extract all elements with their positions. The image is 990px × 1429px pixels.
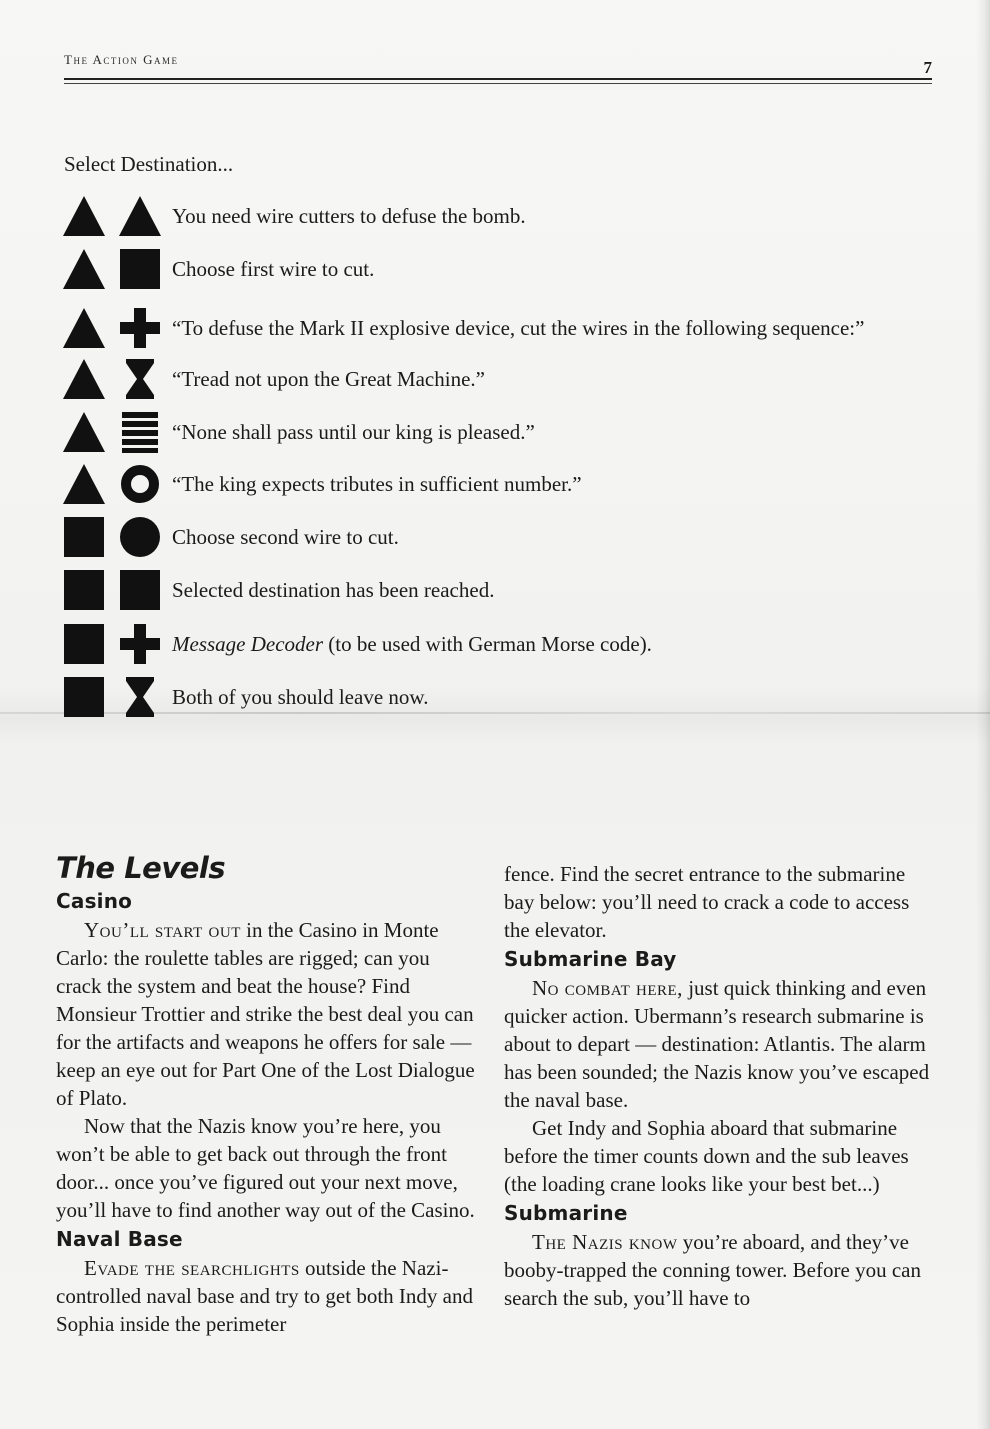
triangle-icon: [62, 410, 106, 454]
page-number: 7: [923, 58, 932, 77]
square-icon: [62, 675, 106, 719]
symbol-meaning: Choose second wire to cut.: [172, 524, 399, 549]
symbol-meaning: “None shall pass until our king is pleased.”: [172, 419, 535, 444]
submarine-paragraph-1: [504, 1228, 934, 1312]
symbol-meaning: “To defuse the Mark II explosive device, cut the wires in the following sequence:”: [172, 315, 865, 340]
symbol-row: [62, 190, 942, 242]
symbol-meaning: “The king expects tributes in sufficient number.”: [172, 471, 582, 496]
hourglass-icon: [118, 357, 162, 401]
hourglass-icon: [118, 675, 162, 719]
header-rule: [64, 78, 932, 80]
casino-lead: You’ll start out: [84, 918, 241, 942]
submarine-bay-heading: Submarine Bay: [504, 947, 677, 971]
symbol-row: [62, 618, 942, 670]
circle-icon: [118, 515, 162, 559]
submarine-heading: Submarine: [504, 1201, 628, 1225]
submarine-text-1: you’re aboard, and they’ve booby-trapped the conning tower. Before you can search the sub, you’ll have to: [504, 1230, 921, 1310]
cross-icon: [118, 306, 162, 350]
submarine-bay-paragraph-1: [504, 974, 934, 1114]
casino-paragraph-2: Now that the Nazis know you’re here, you won’t be able to get back out through the front door... once you’ve figured out your next move, you’ll have to find another way out of the Casino.: [56, 1114, 475, 1222]
symbol-meaning-italic: Message Decoder: [172, 631, 324, 656]
symbol-row: [62, 406, 942, 458]
symbol-meaning: “Tread not upon the Great Machine.”: [172, 366, 485, 391]
casino-heading: Casino: [56, 889, 133, 913]
naval-base-lead: Evade the searchlights: [84, 1256, 300, 1280]
symbol-row: [62, 671, 942, 723]
symbol-meaning: Both of you should leave now.: [172, 684, 429, 709]
cross-icon: [118, 622, 162, 666]
page-edge-shadow: [976, 0, 990, 1429]
casino-text-1: in the Casino in Monte Carlo: the roulette tables are rigged; can you crack the system and beat the house? Find Monsieur Trottier and strike the best deal you can for the artifacts and weapons he offers for sale — keep an eye out for Part One of the Lost Dialogue of Plato.: [56, 918, 475, 1110]
levels-title: The Levels: [56, 851, 226, 885]
naval-base-heading: Naval Base: [56, 1227, 183, 1251]
triangle-icon: [62, 306, 106, 350]
symbol-meaning: You need wire cutters to defuse the bomb.: [172, 203, 526, 228]
submarine-bay-lead: No combat here,: [532, 976, 683, 1000]
stripes-icon: [118, 410, 162, 454]
symbol-row: [62, 511, 942, 563]
naval-base-paragraph-1: [56, 1254, 476, 1338]
square-icon: [118, 568, 162, 612]
square-icon: [118, 247, 162, 291]
header-rule-thin: [64, 83, 932, 84]
symbol-row: [62, 458, 942, 510]
levels-left-column: [56, 850, 476, 1338]
submarine-lead: The Nazis know: [532, 1230, 678, 1254]
triangle-icon: [62, 194, 106, 238]
symbol-row: [62, 302, 942, 354]
square-icon: [62, 568, 106, 612]
symbol-meaning-rest: (to be used with German Morse code).: [323, 631, 652, 656]
running-head: The Action Game: [64, 52, 179, 67]
levels-right-column: [504, 860, 934, 1312]
page-header: [64, 52, 932, 88]
symbol-row: [62, 564, 942, 616]
select-destination-title: Select Destination...: [64, 152, 234, 176]
symbol-meaning: Selected destination has been reached.: [172, 577, 495, 602]
square-icon: [62, 515, 106, 559]
casino-paragraph-1: [56, 916, 476, 1112]
submarine-bay-text-1: just quick thinking and even quicker action. Ubermann’s research submarine is about to depart — destination: Atlantis. The alarm has been sounded; the Nazis know you’ve escaped the naval base.: [504, 976, 930, 1112]
triangle-icon: [62, 357, 106, 401]
symbol-row: [62, 243, 942, 295]
symbol-meaning: Choose first wire to cut.: [172, 256, 375, 281]
naval-base-paragraph-cont: fence. Find the secret entrance to the submarine bay below: you’ll need to crack a code to access the elevator.: [504, 862, 910, 942]
triangle-icon: [118, 194, 162, 238]
triangle-icon: [62, 247, 106, 291]
triangle-icon: [62, 462, 106, 506]
naval-base-text-1: outside the Nazi-controlled naval base and try to get both Indy and Sophia inside the perimeter: [56, 1256, 473, 1336]
square-icon: [62, 622, 106, 666]
ring-icon: [118, 462, 162, 506]
symbol-meaning: [172, 632, 652, 657]
submarine-bay-paragraph-2: Get Indy and Sophia aboard that submarine before the timer counts down and the sub leaves (the loading crane looks like your best bet...): [504, 1116, 909, 1196]
symbol-row: [62, 353, 942, 405]
